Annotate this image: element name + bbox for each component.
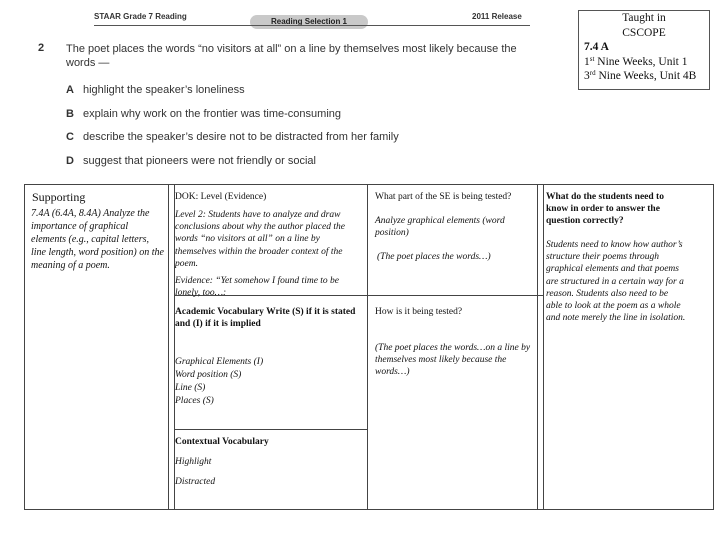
col-divider (367, 185, 368, 509)
what-heading: What part of the SE is being tested? (375, 192, 512, 202)
taught-unit-2: 3rd Nine Weeks, Unit 4B (584, 69, 697, 82)
row-divider (174, 429, 367, 430)
academic-term: Graphical Elements (I) (175, 357, 264, 367)
taught-unit-1: 1st Nine Weeks, Unit 1 (584, 54, 688, 68)
contextual-heading: Contextual Vocabulary (175, 437, 269, 447)
col1-heading: Supporting (32, 190, 86, 204)
choice-letter: B (66, 108, 74, 120)
contextual-term: Highlight (175, 457, 212, 467)
choice-text: highlight the speaker’s loneliness (83, 84, 245, 96)
evidence-text: Evidence: “Yet somehow I found time to be lonely, too…: (175, 276, 340, 299)
contextual-term: Distracted (175, 477, 216, 487)
dok-text: Level 2: Students have to analyze and draw conclusions about why the author placed the words “no visitors at all” on a line by themselves within the broader context of the poem. (175, 210, 345, 269)
exam-title: STAAR Grade 7 Reading (94, 12, 187, 21)
how-text: (The poet places the words…on a line by themselves most likely because the words…) (375, 343, 531, 378)
what-text: Analyze graphical elements (word position) (375, 216, 505, 239)
choice-d (66, 155, 316, 167)
taught-se: 7.4 A (584, 41, 609, 53)
how-heading: How is it being tested? (375, 307, 463, 317)
taught-box (578, 10, 710, 90)
dok-heading: DOK: Level (Evidence) (175, 192, 267, 202)
academic-term: Line (S) (175, 383, 206, 393)
col-divider (543, 185, 544, 509)
question-stem: The poet places the words “no visitors at all” on a line by themselves most likely because the words — (66, 43, 517, 69)
standard-text: 7.4A (6.4A, 8.4A) Analyze the importance of graphical elements (e.g., capital letters, line length, word position) on the meaning of a poem. (31, 208, 164, 271)
selection-badge: Reading Selection 1 (250, 15, 368, 29)
release-label: 2011 Release (472, 12, 522, 21)
col-divider (537, 185, 538, 509)
academic-term: Word position (S) (175, 370, 242, 380)
col-divider (168, 185, 169, 509)
academic-heading: Academic Vocabulary Write (S) if it is stated and (I) if it is implied (175, 307, 356, 330)
need-heading: What do the students need to know in order to answer the question correctly? (546, 192, 664, 227)
choice-c (66, 131, 399, 143)
taught-line-2: CSCOPE (622, 26, 666, 39)
analysis-table (24, 184, 714, 510)
need-text: Students need to know how author’s structure their poems through graphical elements and that poems are structured in a certain way for a reason. Students also need to be able to look at the poem as a whole and note merely the line in isolation. (546, 240, 686, 324)
choice-letter: D (66, 155, 74, 167)
academic-term: Places (S) (175, 396, 214, 406)
choice-text: suggest that pioneers were not friendly or social (83, 155, 316, 167)
choice-letter: C (66, 131, 74, 143)
question-number: 2 (38, 42, 45, 54)
choice-text: describe the speaker’s desire not to be distracted from her family (83, 131, 399, 143)
choice-text: explain why work on the frontier was time-consuming (83, 108, 342, 120)
what-example: (The poet places the words…) (377, 252, 491, 262)
choice-letter: A (66, 84, 74, 96)
choice-a (66, 84, 245, 96)
taught-line-1: Taught in (622, 12, 666, 24)
header-divider (94, 25, 530, 26)
choice-b (66, 108, 341, 120)
